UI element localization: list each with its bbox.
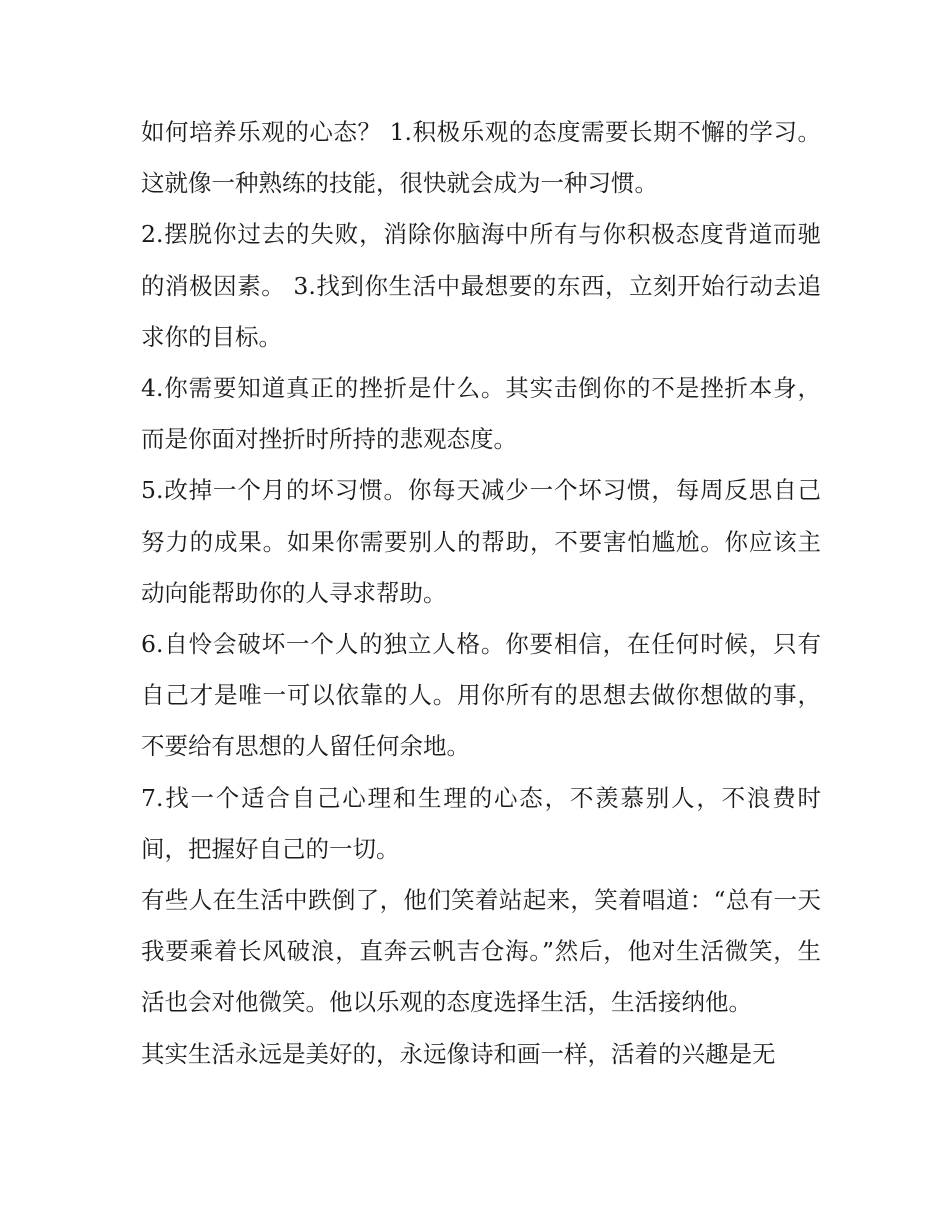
paragraph-7: 有些人在生活中跌倒了，他们笑着站起来，笑着唱道：“总有一天我要乘着长风破浪，直奔云帆吉仓海。”然后，他对生活微笑，生活也会对他微笑。他以乐观的态度选择生活，生活接纳他。: [141, 886, 821, 1017]
paragraph-1: 如何培养乐观的心态？ 1.积极乐观的态度需要长期不懈的学习。这就像一种熟练的技能，很快就会成为一种习惯。: [141, 118, 821, 198]
paragraph-6: 7.找一个适合自己心理和生理的心态，不羡慕别人，不浪费时间，把握好自己的一切。: [141, 783, 821, 863]
paragraph-5: 6.自怜会破坏一个人的独立人格。你要相信，在任何时候，只有自己才是唯一可以依靠的人。用你所有的思想去做你想做的事，不要给有思想的人留任何余地。: [141, 630, 821, 761]
paragraph-8: 其实生活永远是美好的，永远像诗和画一样，活着的兴趣是无: [141, 1039, 776, 1068]
paragraph-3: 4.你需要知道真正的挫折是什么。其实击倒你的不是挫折本身，而是你面对挫折时所持的悲观态度。: [141, 374, 821, 454]
document-body: [141, 107, 821, 1080]
paragraph-2: 2.摆脱你过去的失败，消除你脑海中所有与你积极态度背道而驰的消极因素。 3.找到你生活中最想要的东西，立刻开始行动去追求你的目标。: [141, 220, 821, 351]
paragraph-4: 5.改掉一个月的坏习惯。你每天减少一个坏习惯，每周反思自己努力的成果。如果你需要别人的帮助，不要害怕尴尬。你应该主动向能帮助你的人寻求帮助。: [141, 476, 821, 607]
